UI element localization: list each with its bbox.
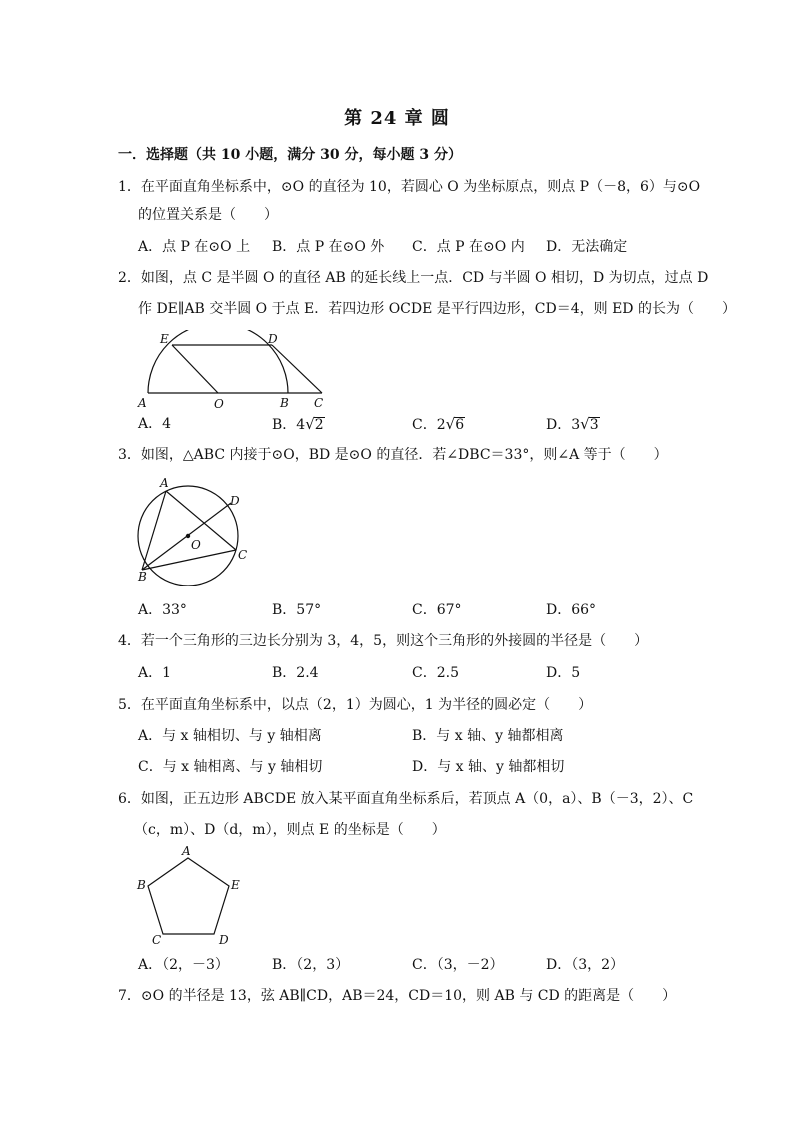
q3-option-c: C．67° — [412, 602, 462, 618]
center-point — [186, 534, 190, 538]
q3-option-a: A．33° — [138, 602, 187, 618]
q1-option-c: C．点 P 在⊙O 内 — [412, 239, 525, 255]
q2-text-line2: 作 DE∥AB 交半圆 O 于点 E．若四边形 OCDE 是平行四边形，CD＝4，则 ED 的长为（ ） — [138, 301, 736, 317]
label-c: C — [152, 933, 162, 947]
segment-dc — [272, 345, 322, 393]
label-c: C — [238, 548, 248, 562]
q4-option-b: B．2.4 — [272, 665, 319, 681]
sqrt-symbol: √ — [305, 415, 315, 433]
q6-option-c: C．（3，－2） — [412, 957, 504, 973]
q3-text-line1: 3．如图，△ABC 内接于⊙O，BD 是⊙O 的直径．若∠DBC＝33°，则∠A 等于（ ） — [118, 447, 668, 463]
sqrt-symbol: √ — [445, 415, 456, 433]
label-a: A — [182, 844, 191, 858]
q1-option-d: D．无法确定 — [546, 239, 628, 255]
q2-option-d-prefix: D．3 — [546, 417, 581, 433]
q4-text-line1: 4．若一个三角形的三边长分别为 3，4，5，则这个三角形的外接圆的半径是（ ） — [118, 633, 649, 649]
q6-pentagon-figure — [132, 842, 248, 948]
label-d: D — [230, 494, 240, 508]
label-e: E — [160, 332, 169, 346]
q2-option-b — [272, 414, 325, 435]
q5-option-d: D．与 x 轴、y 轴都相切 — [412, 759, 565, 775]
label-o: O — [214, 397, 224, 411]
q3-option-d: D．66° — [546, 602, 597, 618]
segment-ac — [166, 491, 236, 550]
label-d: D — [268, 332, 278, 346]
page-title: 第 24 章 圆 — [344, 108, 450, 129]
label-a: A — [138, 396, 147, 410]
section-heading: 一．选择题（共 10 小题，满分 30 分，每小题 3 分） — [118, 147, 462, 163]
q2-option-b-prefix: B．4 — [272, 417, 306, 433]
q2-option-c-prefix: C．2 — [412, 417, 446, 433]
q7-text-line1: 7．⊙O 的半径是 13，弦 AB∥CD，AB＝24，CD＝10，则 AB 与 CD 的距离是（ ） — [118, 988, 677, 1004]
label-b: B — [137, 878, 146, 892]
label-c: C — [314, 396, 324, 410]
q2-option-d-radicand: 3 — [589, 417, 599, 433]
q2-option-a: A．4 — [138, 416, 172, 432]
q1-option-a: A．点 P 在⊙O 上 — [138, 239, 251, 255]
q2-text-line1: 2．如图，点 C 是半圆 O 的直径 AB 的延长线上一点．CD 与半圆 O 相切，D 为切点，过点 D — [118, 270, 709, 286]
q6-option-d: D．（3，2） — [546, 957, 625, 973]
q5-option-a: A．与 x 轴相切、与 y 轴相离 — [138, 728, 322, 744]
label-d: D — [219, 933, 229, 947]
q6-text-line2: （c，m）、D（d，m），则点 E 的坐标是（ ） — [134, 822, 446, 838]
segment-eo — [172, 345, 218, 393]
label-e: E — [231, 878, 240, 892]
q6-option-a: A．（2，－3） — [138, 957, 229, 973]
q3-option-b: B．57° — [272, 602, 322, 618]
sqrt-symbol: √ — [580, 415, 590, 433]
q1-text-line2: 的位置关系是（ ） — [138, 207, 278, 223]
semicircle-arc — [148, 330, 288, 393]
label-b: B — [280, 396, 289, 410]
q4-option-a: A．1 — [138, 665, 172, 681]
label-a: A — [160, 476, 169, 490]
q5-option-b: B．与 x 轴、y 轴都相离 — [412, 728, 564, 744]
segment-ab — [142, 491, 166, 570]
q6-text-line1: 6．如图，正五边形 ABCDE 放入某平面直角坐标系后，若顶点 A（0，a）、B（－3，2）、C — [118, 791, 694, 807]
q6-option-b: B．（2，3） — [272, 957, 350, 973]
q2-option-d — [546, 414, 600, 435]
q2-option-b-radicand: 2 — [314, 417, 324, 433]
q4-option-c: C．2.5 — [412, 665, 459, 681]
q5-text-line1: 5．在平面直角坐标系中，以点（2，1）为圆心，1 为半径的圆必定（ ） — [118, 697, 593, 713]
q1-option-b: B．点 P 在⊙O 外 — [272, 239, 385, 255]
label-o: O — [191, 538, 201, 552]
q2-semicircle-figure — [132, 330, 332, 412]
label-b: B — [138, 570, 147, 584]
q1-text-line1: 1．在平面直角坐标系中，⊙O 的直径为 10，若圆心 O 为坐标原点，则点 P（－8，6）与⊙O — [118, 179, 701, 195]
pentagon-abcde — [148, 858, 229, 934]
q2-option-c-radicand: 6 — [455, 417, 465, 433]
q3-circle-figure — [128, 474, 258, 586]
q2-option-c — [412, 414, 465, 435]
q5-option-c: C．与 x 轴相离、与 y 轴相切 — [138, 759, 323, 775]
q4-option-d: D．5 — [546, 665, 581, 681]
